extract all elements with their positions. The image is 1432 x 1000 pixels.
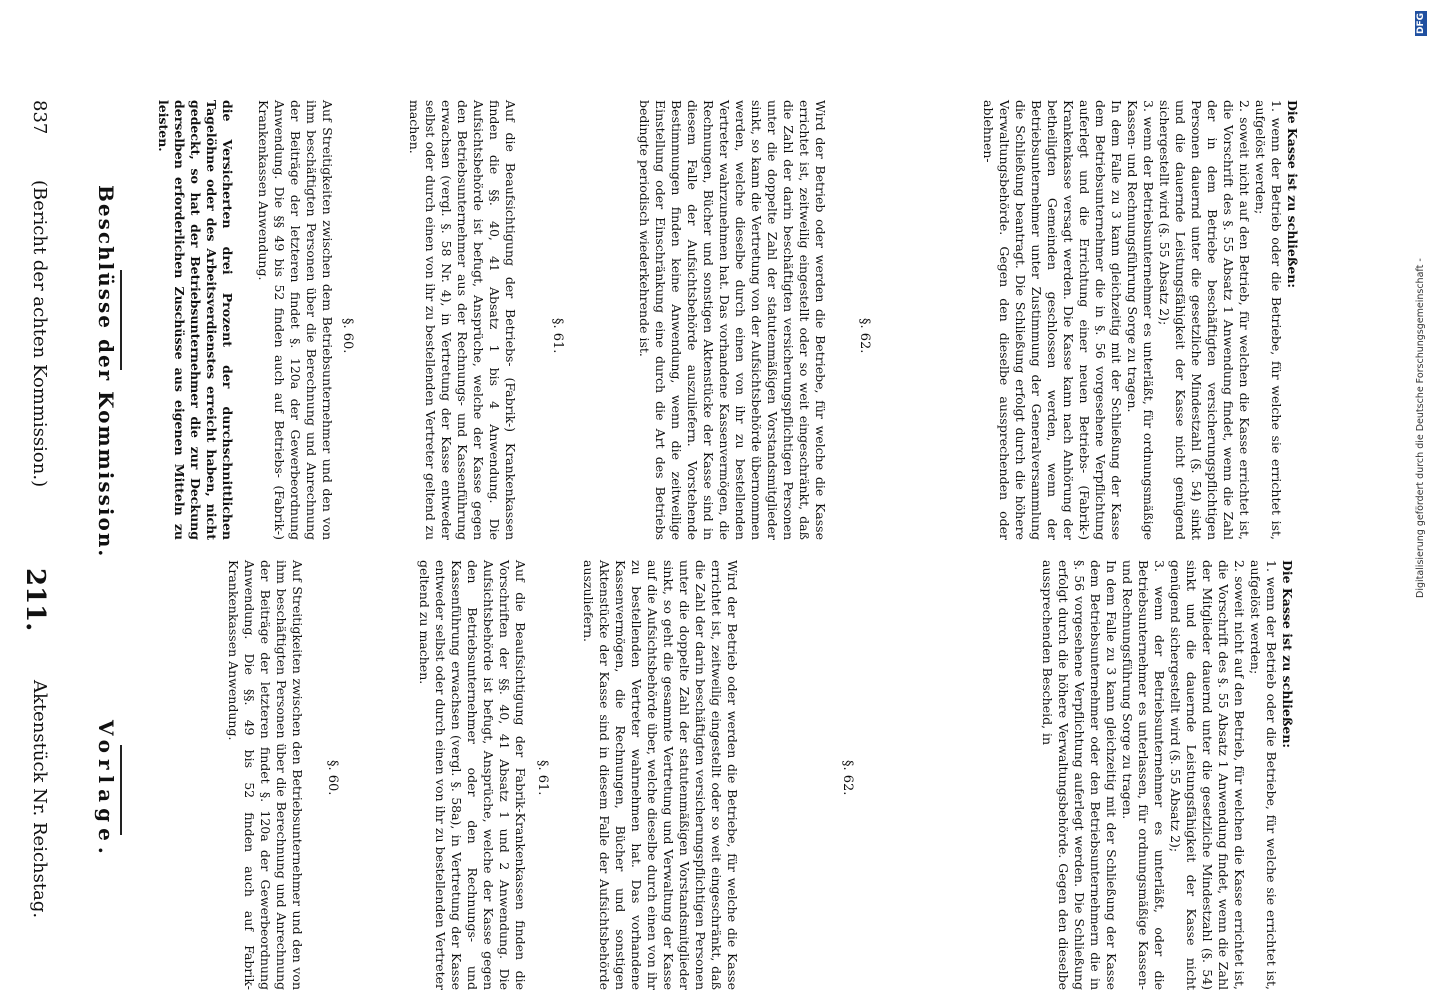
right-paragraph-streitigkeiten: Auf Streitigkeiten zwischen dem Betriebsunternehmer und den von ihm beschäftigten Personen über die Berechnung und Anrechnung der Beiträge der letzteren findet §. 120a der Gewerbeordnung Anwendung. Die §§ 49 bis 52 finden auch auf Betriebs- (Fabrik-) Krankenkassen Anwendung. — [256, 100, 335, 540]
header-reichstag: Reichstag. — [29, 822, 50, 919]
right-section-62: §. 62. — [857, 318, 872, 354]
left-paragraph-61: Wird der Betrieb oder werden die Betriebe, für welche die Kasse errichtet ist, zeitweilig eingestellt oder so weit eingeschränkt, daß die Zahl der darin beschäftigten versicherungspflichtigen Personen unter die doppelte Zahl der statutenmäßigen Vorstandsmitglieder sinkt, so geht die gesammte Vertretung und Verwaltung der Kasse auf die Aufsichtsbehörde über, welche dieselbe durch einen von ihr zu bestellenden Vertreter wahrnehmen hat. Das vorhandene Kassenvermögen, die Rechnungen, Bücher und sonstigen Aktenstücke der Kasse sind in diesem Falle der Aufsichtsbehörde auszuliefern. — [581, 560, 740, 990]
left-paragraph-streitigkeiten: Auf Streitigkeiten zwischen den Betriebsunternehmer und den von ihm beschäftigten Personen über die Berechnung und Anrechnung der Beiträge der letzteren findet §. 120a der Gewerbeordnung Anwendung. Die §§. 49 bis 52 finden auch auf Fabrik-Krankenkassen Anwendung. — [226, 560, 305, 990]
header-number: 211. — [20, 568, 50, 632]
left-section-61: §. 61. — [535, 760, 550, 796]
title-rule-left — [120, 745, 122, 835]
right-section-60: §. 60. — [340, 318, 355, 354]
right-column-title: Beschlüsse der Kommission. — [94, 185, 118, 559]
left-paragraph-62: Die Kasse ist zu schließen: 1. wenn der Betrieb oder die Betriebe, für welche sie errichtet ist, aufgelöst werden; 2. soweit nicht auf den Betrieb, für welchen die Kasse errichtet ist, die Vorschrift des §. 55 Absatz 1 Anwendung findet, wenn die Zahl der Mitglieder dauernd unter die gesetzliche Mindestzahl (§. 54) sinkt und die dauernde Leistungsfähigkeit der Kasse nicht genügend sichergestellt wird (§. 55 Absatz 2); 3. wenn der Betriebsunternehmer es unterläßt, oder die Betriebsunternehmer es unterlassen, für ordnungsmäßige Kassen- und Rechnungsführung Sorge zu tragen. In dem Falle zu 3 kann gleichzeitig mit der Schließung der Kasse dem Betriebsunternehmer oder den Betriebsunternehmern die in §. 56 vorgesehene Verpflichtung auferlegt werden. Die Schließung erfolgt durch die höhere Verwaltungsbehörde. Gegen den dieselbe aussprechenden Bescheid, in — [1040, 560, 1295, 990]
header-paren: (Bericht der achten Kommission.) — [29, 180, 50, 488]
header-aktenstueck: Aktenstück Nr. — [29, 680, 50, 817]
title-rule-right — [120, 270, 122, 370]
right-section-61: §. 61. — [550, 318, 565, 354]
left-section-62: §. 62. — [840, 760, 855, 796]
left-column-title: Vorlage. — [94, 720, 118, 860]
left-paragraph-60: Auf die Beaufsichtigung der Fabrik-Krankenkassen finden die Vorschriften der §§. 40, 41 Absatz 1 und 2 Anwendung. Die Aufsichtsbehörde ist befugt, Ansprüche, welche der Kasse gegen den Betriebsunternehmer oder den Rechnungs- und Kassenführung erwachsen (vergl. §. 58a), in Vertretung der Kasse entweder selbst oder durch einen von ihr zu bestellenden Vertreter geltend zu machen. — [417, 560, 528, 990]
dfg-logo: DFG — [1416, 12, 1426, 34]
right-paragraph-62: Die Kasse ist zu schließen: 1. wenn der Betrieb oder die Betriebe, für welche sie errichtet ist, aufgelöst werden; 2. soweit nicht auf den Betrieb, für welchen die Kasse errichtet ist, die Vorschrift des §. 55 Absatz 1 Anwendung findet, wenn die Zahl der in dem Betriebe beschäftigten versicherungspflichtigen Personen dauernd unter die gesetzliche Mindestzahl (§. 54) sinkt und die dauernde Leistungsfähigkeit der Kasse nicht genügend sichergestellt wird (§. 55 Absatz 2); 3. wenn der Betriebsunternehmer es unterläßt, für ordnungsmäßige Kassen- und Rechnungsführung Sorge zu tragen. In dem Falle zu 3 kann gleichzeitig mit der Schließung der Kasse dem Betriebsunternehmer die in §. 56 vorgesehene Verpflichtung auferlegt und die Errichtung einer neuen Betriebs- (Fabrik-) Krankenkasse versagt werden. Die Kasse kann nach Anhörung der betheiligten Gemeinden geschlossen werden, wenn der Betriebsunternehmer unter Zustimmung der Generalversammlung die Schließung beantragt. Die Schließung erfolgt durch die höhere Verwaltungsbehörde. Gegen den dieselbe aussprechenden oder ablehnen- — [981, 100, 1300, 540]
right-paragraph-top: die Versicherten drei Prozent der durchschnittlichen Tagelöhne oder des Arbeitsverdienstes erreicht haben, nicht gedeckt, so hat der Betriebsunternehmer die zur Deckung derselben erforderlichen Zuschüsse aus eigenen Mitteln zu leisten. — [156, 100, 235, 540]
left-section-60: §. 60. — [325, 760, 340, 796]
page-number: 837 — [29, 100, 50, 135]
right-paragraph-61: Wird der Betrieb oder werden die Betriebe, für welche die Kasse errichtet ist, zeitweilig eingestellt oder so weit eingeschränkt, daß die Zahl der darin beschäftigten versicherungspflichtigen Personen unter die doppelte Zahl der statutenmäßigen Vorstandsmitglieder sinkt, so kann die Vertretung von der Aufsichtsbehörde übernommen werden, welche dieselbe durch einen von ihr zu bestellenden Vertreter wahrzunehmen hat. Das vorhandene Kassenvermögen, die Rechnungen, Bücher und sonstigen Aktenstücke der Kasse sind in diesem Falle der Aufsichtsbehörde auszuliefern. Vorstehende Bestimmungen finden keine Anwendung, wenn die zeitweilige Einstellung oder Einschränkung eine durch die Art des Betriebs bedingte periodisch wiederkehrende ist. — [637, 100, 828, 540]
dfg-watermark-text: Digitalisierung gefördert durch die Deutsche Forschungsgemeinschaft - — [1415, 258, 1426, 598]
right-paragraph-60: Auf die Beaufsichtigung der Betriebs- (Fabrik-) Krankenkassen finden die §§. 40, 41 Absatz 1 bis 4 Anwendung. Die Aufsichtsbehörde ist befugt, Ansprüche, welche der Kasse gegen den Betriebsunternehmer aus der Rechnungs- und Kassenführung erwachsen (vergl. §. 58 Nr. 4), in Vertretung der Kasse entweder selbst oder durch einen von ihr zu bestellenden Vertreter geltend zu machen. — [407, 100, 518, 540]
